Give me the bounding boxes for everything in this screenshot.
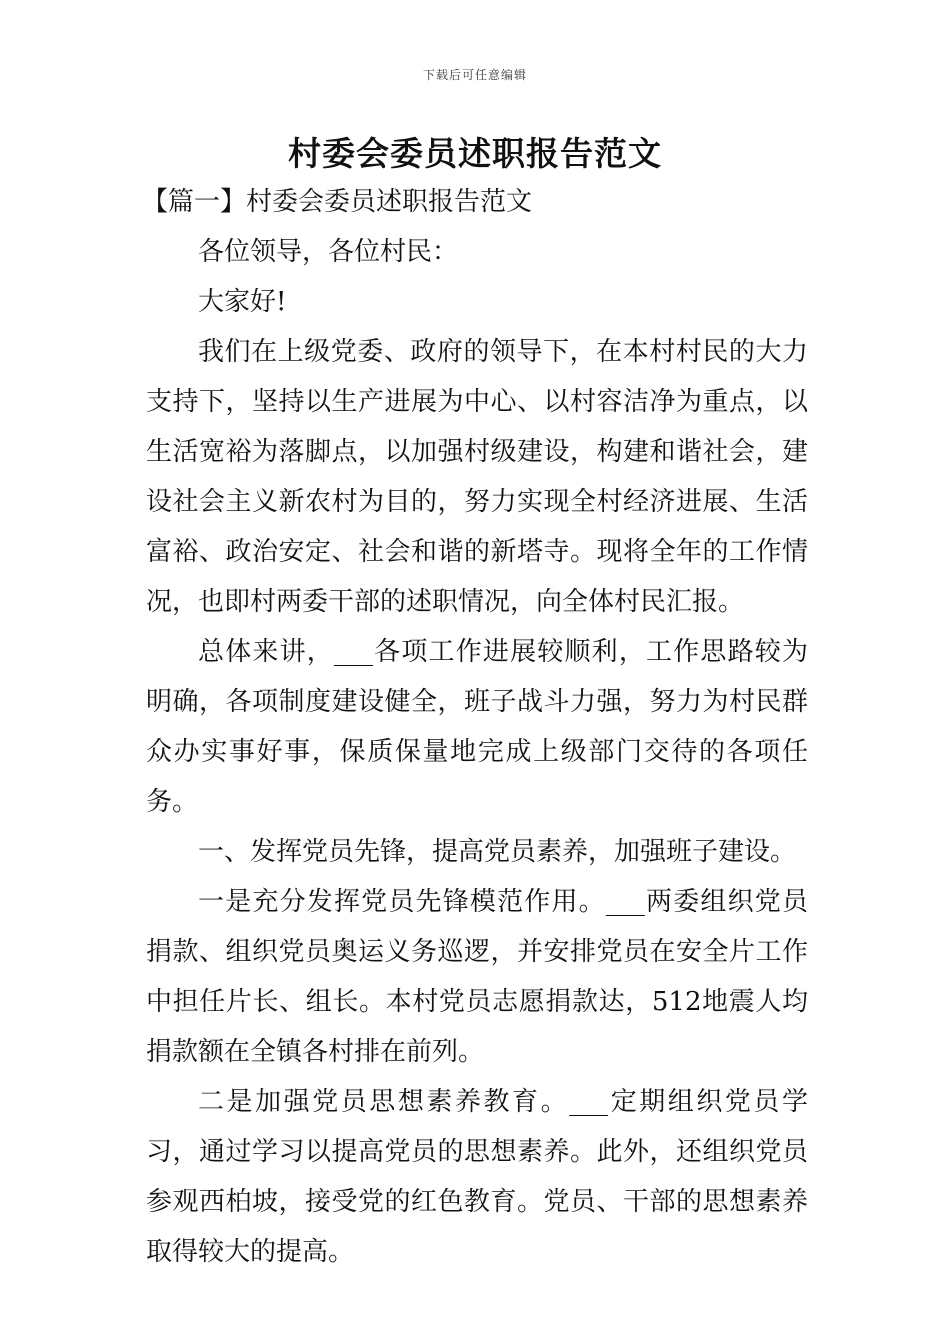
subsection-heading-1: 一、发挥党员先锋，提高党员素养，加强班子建设。 — [198, 837, 797, 867]
point-two-paragraph: 二是加强党员思想素养教育。___定期组织党员学习，通过学习以提高党员的思想素养。此外，还组织党员参观西柏坡，接受党的红色教育。党员、干部的思想素养取得较大的提高。 — [146, 1087, 808, 1267]
page-header-note: 下载后可任意编辑 — [422, 68, 527, 82]
section-heading: 【篇一】村委会委员述职报告范文 — [142, 187, 533, 217]
overview-paragraph: 总体来讲，___各项工作进展较顺利，工作思路较为明确，各项制度建设健全，班子战斗力强，努力为村民群众办实事好事，保质保量地完成上级部门交待的各项任务。 — [146, 637, 808, 817]
document-body — [142, 177, 808, 1277]
point-one-paragraph: 一是充分发挥党员先锋模范作用。___两委组织党员捐款、组织党员奥运义务巡逻，并安排党员在安全片工作中担任片长、组长。本村党员志愿捐款达，512地震人均捐款额在全镇各村排在前列。 — [146, 887, 808, 1067]
greeting-paragraph: 大家好! — [198, 287, 287, 317]
salutation-paragraph: 各位领导，各位村民： — [198, 237, 459, 267]
document-title: 村委会委员述职报告范文 — [288, 134, 662, 173]
intro-paragraph: 我们在上级党委、政府的领导下，在本村村民的大力支持下，坚持以生产进展为中心、以村容洁净为重点，以生活宽裕为落脚点，以加强村级建设，构建和谐社会，建设社会主义新农村为目的，努力实现全村经济进展、生活富裕、政治安定、社会和谐的新塔寺。现将全年的工作情况，也即村两委干部的述职情况，向全体村民汇报。 — [146, 337, 808, 617]
